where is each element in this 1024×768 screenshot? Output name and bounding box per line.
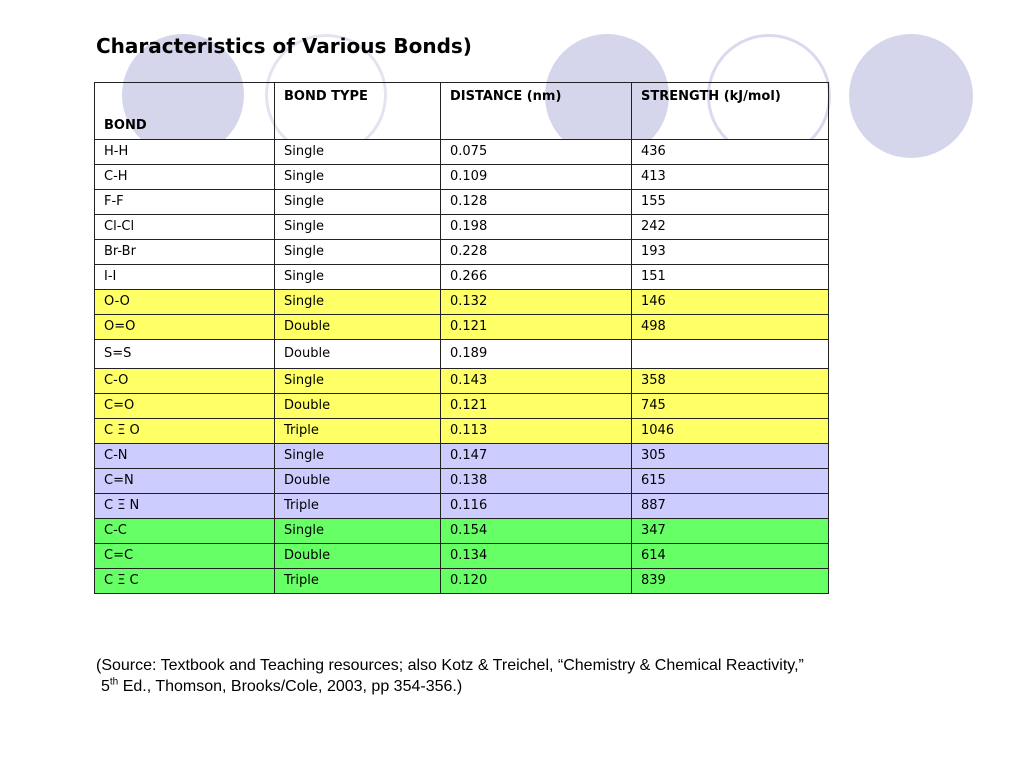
column-header-distance: DISTANCE (nm) bbox=[441, 83, 632, 140]
table-row bbox=[95, 569, 829, 594]
cell-bond: H-H bbox=[95, 140, 275, 165]
cell-bond-type: Single bbox=[275, 290, 441, 315]
table-row bbox=[95, 444, 829, 469]
column-header-bond-type: BOND TYPE bbox=[275, 83, 441, 140]
cell-bond: C=O bbox=[95, 394, 275, 419]
cell-bond: C-O bbox=[95, 369, 275, 394]
cell-bond: F-F bbox=[95, 190, 275, 215]
cell-bond: C=C bbox=[95, 544, 275, 569]
cell-distance: 0.198 bbox=[441, 215, 632, 240]
edition-number: 5 bbox=[101, 678, 110, 695]
cell-strength: 358 bbox=[632, 369, 829, 394]
cell-bond: O-O bbox=[95, 290, 275, 315]
cell-strength: 436 bbox=[632, 140, 829, 165]
cell-strength: 242 bbox=[632, 215, 829, 240]
cell-bond: C-H bbox=[95, 165, 275, 190]
cell-bond-type: Triple bbox=[275, 569, 441, 594]
cell-bond-type: Single bbox=[275, 240, 441, 265]
cell-bond: Cl-Cl bbox=[95, 215, 275, 240]
cell-distance: 0.128 bbox=[441, 190, 632, 215]
cell-bond: C-C bbox=[95, 519, 275, 544]
cell-bond-type: Single bbox=[275, 444, 441, 469]
table-row bbox=[95, 340, 829, 369]
table-row bbox=[95, 190, 829, 215]
cell-strength: 887 bbox=[632, 494, 829, 519]
table-row bbox=[95, 469, 829, 494]
cell-distance: 0.116 bbox=[441, 494, 632, 519]
cell-strength bbox=[632, 340, 829, 369]
column-header-strength: STRENGTH (kJ/mol) bbox=[632, 83, 829, 140]
cell-bond-type: Double bbox=[275, 394, 441, 419]
cell-strength: 347 bbox=[632, 519, 829, 544]
cell-strength: 155 bbox=[632, 190, 829, 215]
table-row bbox=[95, 544, 829, 569]
cell-strength: 151 bbox=[632, 265, 829, 290]
cell-bond-type: Double bbox=[275, 469, 441, 494]
cell-distance: 0.132 bbox=[441, 290, 632, 315]
cell-bond: Br-Br bbox=[95, 240, 275, 265]
source-line-2 bbox=[96, 676, 804, 697]
table-row bbox=[95, 419, 829, 444]
cell-bond: I-I bbox=[95, 265, 275, 290]
table-row bbox=[95, 265, 829, 290]
source-citation bbox=[96, 655, 804, 697]
cell-bond: C Ξ C bbox=[95, 569, 275, 594]
edition-suffix: th bbox=[109, 676, 119, 688]
cell-strength: 615 bbox=[632, 469, 829, 494]
cell-distance: 0.138 bbox=[441, 469, 632, 494]
page-title: Characteristics of Various Bonds) bbox=[96, 34, 472, 58]
cell-bond-type: Single bbox=[275, 519, 441, 544]
cell-bond-type: Single bbox=[275, 215, 441, 240]
table-row bbox=[95, 240, 829, 265]
cell-strength: 745 bbox=[632, 394, 829, 419]
cell-distance: 0.113 bbox=[441, 419, 632, 444]
cell-strength: 305 bbox=[632, 444, 829, 469]
cell-bond-type: Single bbox=[275, 140, 441, 165]
cell-distance: 0.154 bbox=[441, 519, 632, 544]
cell-bond-type: Double bbox=[275, 544, 441, 569]
cell-strength: 413 bbox=[632, 165, 829, 190]
table-row bbox=[95, 369, 829, 394]
column-header-bond: BOND bbox=[95, 83, 275, 140]
cell-distance: 0.121 bbox=[441, 394, 632, 419]
cell-distance: 0.143 bbox=[441, 369, 632, 394]
table-row bbox=[95, 215, 829, 240]
decorative-circle-filled bbox=[849, 34, 973, 158]
cell-distance: 0.189 bbox=[441, 340, 632, 369]
cell-bond-type: Single bbox=[275, 190, 441, 215]
cell-strength: 839 bbox=[632, 569, 829, 594]
table-row bbox=[95, 494, 829, 519]
cell-distance: 0.120 bbox=[441, 569, 632, 594]
cell-strength: 614 bbox=[632, 544, 829, 569]
table-row bbox=[95, 519, 829, 544]
cell-distance: 0.109 bbox=[441, 165, 632, 190]
cell-strength: 1046 bbox=[632, 419, 829, 444]
cell-bond-type: Single bbox=[275, 369, 441, 394]
cell-bond-type: Double bbox=[275, 340, 441, 369]
cell-bond-type: Single bbox=[275, 165, 441, 190]
cell-bond-type: Single bbox=[275, 265, 441, 290]
table-header-row bbox=[95, 83, 829, 140]
cell-bond-type: Triple bbox=[275, 419, 441, 444]
cell-bond: S=S bbox=[95, 340, 275, 369]
cell-distance: 0.075 bbox=[441, 140, 632, 165]
cell-bond: C Ξ N bbox=[95, 494, 275, 519]
table-row bbox=[95, 394, 829, 419]
cell-strength: 193 bbox=[632, 240, 829, 265]
cell-distance: 0.121 bbox=[441, 315, 632, 340]
cell-strength: 498 bbox=[632, 315, 829, 340]
cell-bond-type: Triple bbox=[275, 494, 441, 519]
table-row bbox=[95, 290, 829, 315]
cell-distance: 0.266 bbox=[441, 265, 632, 290]
table-body bbox=[95, 140, 829, 594]
cell-bond: C=N bbox=[95, 469, 275, 494]
table-row bbox=[95, 165, 829, 190]
cell-bond: C-N bbox=[95, 444, 275, 469]
source-line-1: (Source: Textbook and Teaching resources; also Kotz & Treichel, “Chemistry & Chemical Reactivity,” bbox=[96, 657, 804, 674]
cell-distance: 0.147 bbox=[441, 444, 632, 469]
cell-bond: C Ξ O bbox=[95, 419, 275, 444]
cell-bond-type: Double bbox=[275, 315, 441, 340]
cell-distance: 0.228 bbox=[441, 240, 632, 265]
cell-strength: 146 bbox=[632, 290, 829, 315]
table-row bbox=[95, 140, 829, 165]
table-row bbox=[95, 315, 829, 340]
cell-bond: O=O bbox=[95, 315, 275, 340]
cell-distance: 0.134 bbox=[441, 544, 632, 569]
source-line-2-text: Ed., Thomson, Brooks/Cole, 2003, pp 354-356.) bbox=[118, 678, 463, 695]
bond-table bbox=[94, 82, 829, 594]
